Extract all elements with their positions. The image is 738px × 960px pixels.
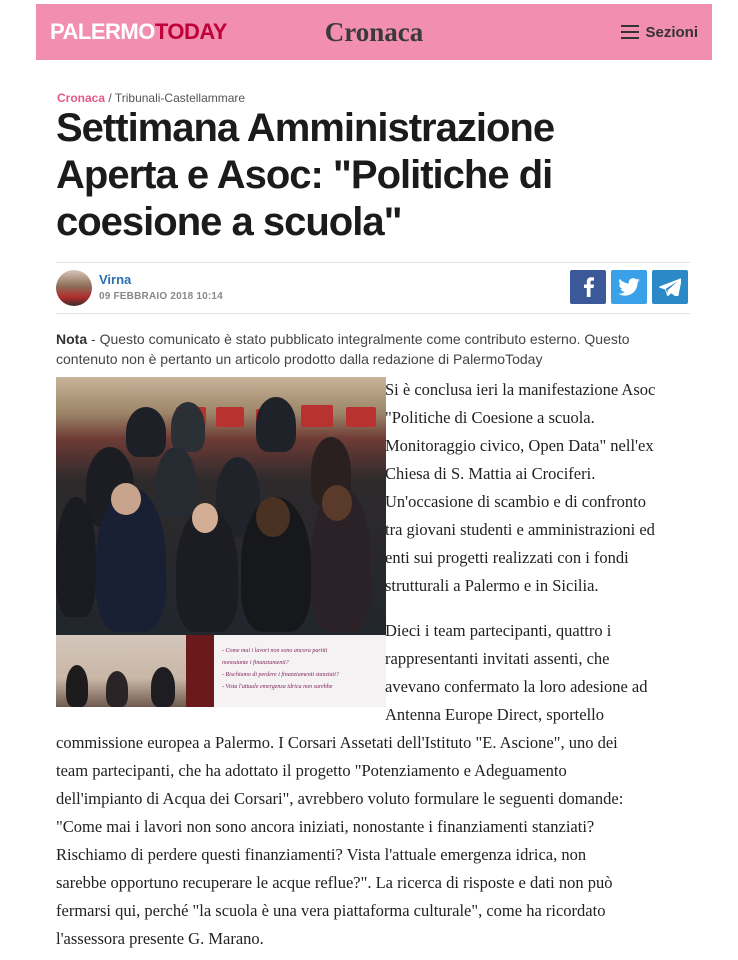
divider — [56, 262, 690, 263]
publish-date: 09 FEBBRAIO 2018 10:14 — [99, 291, 223, 302]
paragraph-line: tra giovani studenti e amministrazioni ed — [385, 520, 655, 539]
share-facebook-button[interactable] — [570, 270, 606, 304]
paragraph-line: avevano confermato la loro adesione ad — [385, 677, 648, 696]
logo-text-palermo: PALERMO — [50, 19, 155, 44]
paragraph-line: "Come mai i lavori non sono ancora iniziati, nonostante i finanziamenti stanziati? — [56, 817, 595, 836]
paragraph-line: commissione europea a Palermo. I Corsari Assetati dell'Istituto "E. Ascione", uno dei — [56, 733, 618, 752]
sections-menu-button[interactable] — [621, 21, 698, 43]
paragraph-line: Un'occasione di scambio e di confronto — [385, 492, 646, 511]
paragraph-line: Si è conclusa ieri la manifestazione Asoc — [385, 380, 656, 399]
share-twitter-button[interactable] — [611, 270, 647, 304]
paragraph-line: rappresentanti invitati assenti, che — [385, 649, 610, 668]
photo-caption: - Come mai i lavori non sono ancora partiti nonostante i finanziamenti? - Rischiamo di perdere i finanziamenti stanziati? - Vista l'attuale emergenza idrica non sarebbe — [222, 648, 339, 690]
breadcrumb-separator: / — [108, 91, 112, 105]
paragraph-line: "Politiche di Coesione a scuola. — [385, 408, 595, 427]
facebook-icon — [580, 277, 596, 297]
site-logo[interactable] — [50, 19, 227, 45]
sections-menu-label: Sezioni — [645, 23, 698, 41]
breadcrumb-category-link[interactable]: Cronaca — [57, 91, 106, 105]
share-telegram-button[interactable] — [652, 270, 688, 304]
paragraph-line: Antenna Europe Direct, sportello — [385, 705, 605, 724]
paragraph-line: l'assessora presente G. Marano. — [56, 929, 264, 948]
paragraph-line: Rischiamo di perdere questi finanziamenti? Vista l'attuale emergenza idrica, non — [56, 845, 587, 864]
author-avatar[interactable] — [56, 270, 92, 306]
paragraph-line: Dieci i team partecipanti, quattro i — [385, 621, 612, 640]
paragraph-line: team partecipanti, che ha adottato il progetto "Potenziamento e Adeguamento — [56, 761, 567, 780]
photo-inset-panel — [56, 635, 214, 707]
note-label: Nota — [56, 331, 88, 347]
paragraph-line: Monitoraggio civico, Open Data" nell'ex — [385, 436, 654, 455]
paragraph-line: strutturali a Palermo e in Sicilia. — [385, 576, 599, 595]
hamburger-icon — [621, 25, 639, 39]
paragraph-line: Chiesa di S. Mattia ai Crociferi. — [385, 464, 596, 483]
photo-caption-panel — [214, 635, 386, 707]
article-title: Settimana Amministrazione Aperta e Asoc: "Politiche di coesione a scuola" — [56, 106, 555, 244]
telegram-icon — [659, 278, 681, 296]
paragraph-line: fermarsi qui, perché "la scuola è una vera piattaforma culturale", come ha ricordato — [56, 901, 606, 920]
breadcrumb-location: Tribunali-Castellammare — [114, 91, 246, 105]
divider — [56, 313, 690, 314]
group-photo — [56, 377, 386, 635]
external-contribution-note — [56, 329, 676, 369]
breadcrumb — [57, 90, 245, 106]
site-header — [36, 4, 712, 60]
twitter-icon — [618, 278, 640, 296]
note-text: - Questo comunicato è stato pubblicato integralmente come contributo esterno. Questo contenuto non è pertanto un articolo prodotto dalla redazione di PalermoToday — [56, 331, 630, 367]
paragraph-line: enti sui progetti realizzati con i fondi — [385, 548, 629, 567]
logo-text-today: TODAY — [154, 19, 227, 44]
article-photo[interactable] — [56, 377, 386, 707]
paragraph-line: dell'impianto di Acqua dei Corsari", avrebbero voluto formulare le seguenti domande: — [56, 789, 624, 808]
section-title: Cronaca — [324, 17, 424, 47]
author-name[interactable]: Virna — [99, 272, 132, 287]
paragraph-line: sarebbe opportuno recuperare le acque reflue?". La ricerca di risposte e dati non può — [56, 873, 613, 892]
